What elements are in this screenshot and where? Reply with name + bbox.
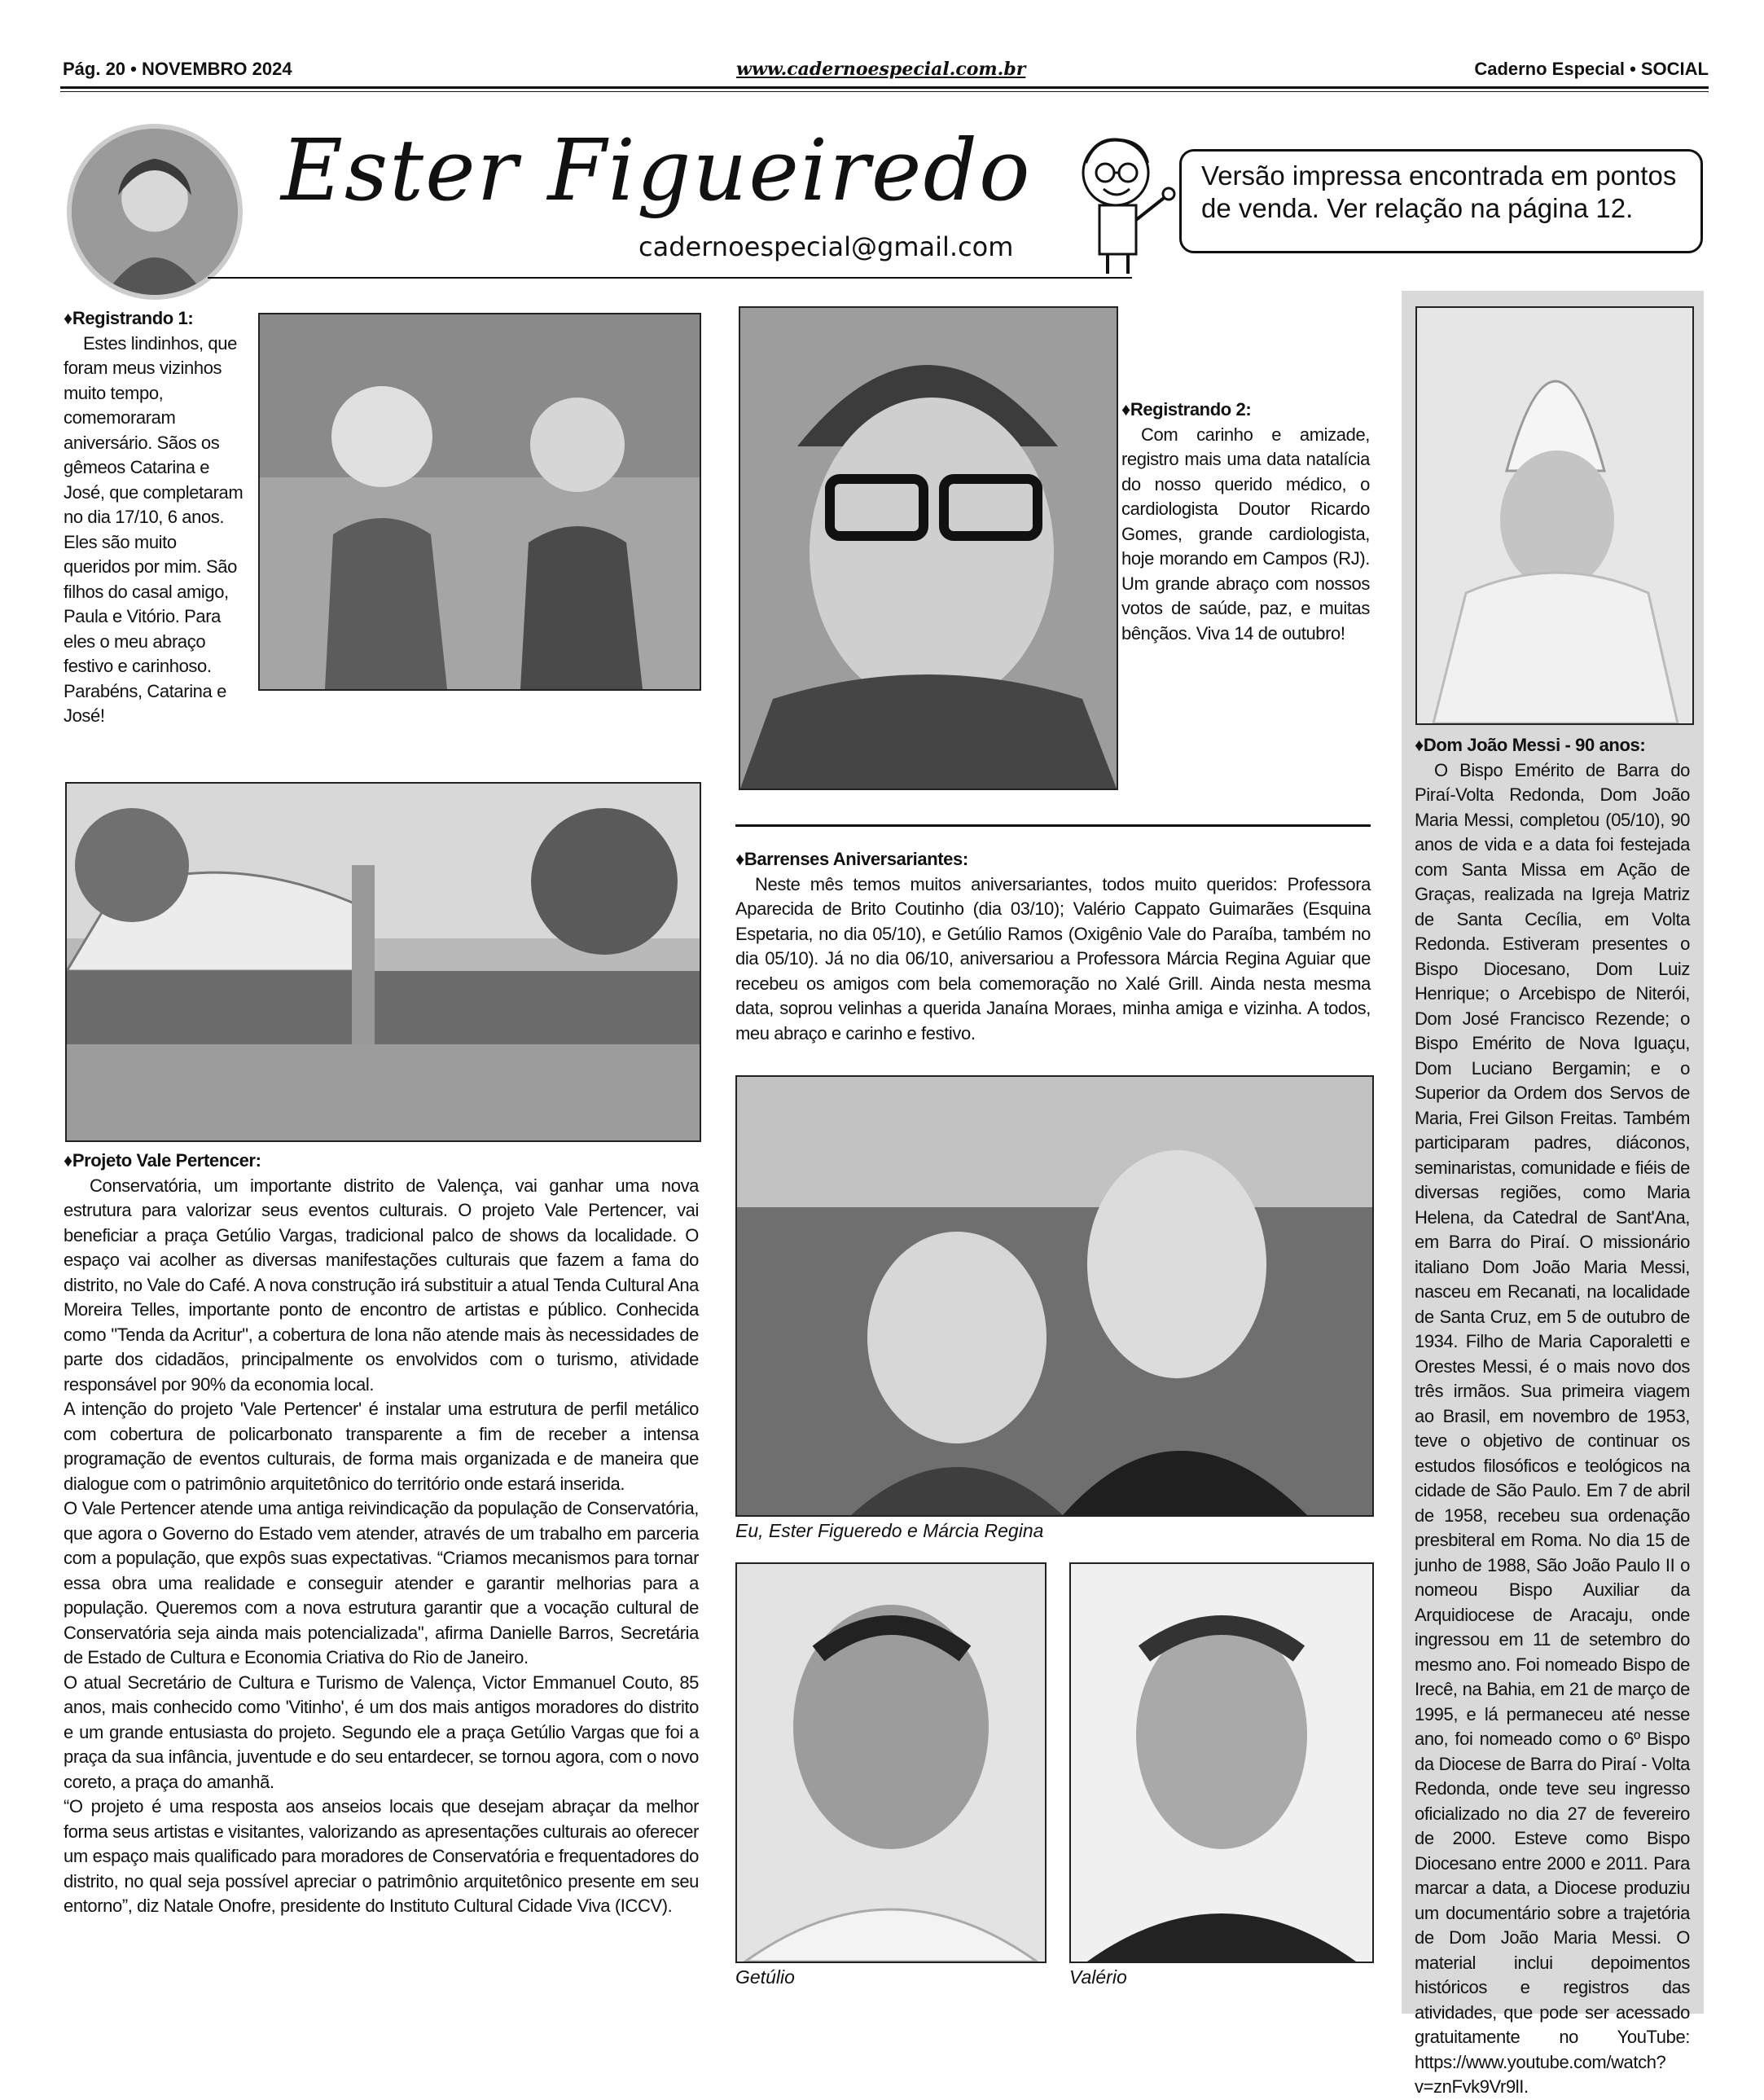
twins-photo-image bbox=[260, 314, 700, 689]
callout-text: Versão impressa encontrada em pontos de venda. Ver relação na página 12. bbox=[1201, 160, 1677, 223]
cartoon-mascot-icon bbox=[1071, 130, 1177, 277]
projeto-paragraph-4: O atual Secretário de Cultura e Turismo de Valença, Victor Emmanuel Couto, 85 anos, mais conhecido como 'Vitinho', é um dos mais antigos moradores do distrito e um grande entusiasta do projeto. Segundo ele a praça Getúlio Vargas que foi a praça da sua infância, juventude e do seu entardecer, se tornou agora, com o novo coreto, a praça do amanhã. bbox=[64, 1672, 699, 1792]
barrenses-rule bbox=[735, 824, 1371, 827]
page-info: Pág. 20 • NOVEMBRO 2024 bbox=[63, 59, 292, 79]
getulio-caption: Getúlio bbox=[735, 1966, 795, 1988]
header-rule-thin bbox=[60, 91, 1709, 92]
ricardo-gomes-photo bbox=[739, 306, 1118, 790]
ester-marcia-photo bbox=[735, 1075, 1374, 1517]
registrando2-article bbox=[1121, 398, 1370, 646]
registrando1-heading: ♦ Registrando 1: bbox=[64, 306, 247, 332]
ester-marcia-photo-image bbox=[737, 1077, 1372, 1515]
registrando2-body: Com carinho e amizade, registro mais uma data natalícia do nosso querido médico, o cardiologista Doutor Ricardo Gomes, grande cardiologista, hoje morando em Campos (RJ). Um grande abraço com nossos votos de saúde, paz, e muitas bênçãos. Viva 14 de outubro! bbox=[1121, 424, 1370, 644]
columnist-name: Ester Figueiredo bbox=[281, 121, 1032, 220]
projeto-paragraph-5: “O projeto é uma resposta aos anseios locais que desejam abraçar da melhor forma seus artistas e visitantes, valorizando as apresentações culturais ao oferecer um espaço mais qualificado para moradores de Conservatória e frequentadores do distrito, no qual seja possível apreciar o patrimônio arquitetônico presente em seu entorno”, diz Natale Onofre, presidente do Instituto Cultural Cidade Viva (ICCV). bbox=[64, 1796, 699, 1916]
ricardo-photo-image bbox=[740, 308, 1117, 789]
print-edition-callout bbox=[1179, 149, 1703, 253]
barrenses-body: Neste mês temos muitos aniversariantes, todos muito queridos: Professora Aparecida de Brito Coutinho (dia 03/10); Valério Cappato Guimarães (Esquina Espetaria, no dia 05/10), e Getúlio Ramos (Oxigênio Vale do Paraíba, também no dia 05/10). Já no dia 06/10, aniversariou a Professora Márcia Regina Aguiar que recebeu os amigos com bela comemoração no Xalé Grill. Ainda nesta mesma data, soprou velinhas a querida Janaína Moraes, minha amiga e vizinha. A todos, meu abraço e carinho e festivo. bbox=[735, 873, 1371, 1043]
registrando2-heading: ♦ Registrando 2: bbox=[1121, 398, 1370, 423]
columnist-portrait bbox=[67, 124, 243, 300]
masthead-rule bbox=[208, 277, 1132, 279]
twins-photo bbox=[258, 313, 701, 691]
dom-joao-photo bbox=[1415, 306, 1694, 725]
projeto-paragraph-1: Conservatória, um importante distrito de Valença, vai ganhar uma nova estrutura para valorizar seus eventos culturais. O projeto Vale Pertencer, vai beneficiar a praça Getúlio Vargas, tradicional palco de shows da localidade. O espaço vai acolher as diversas manifestações culturais que fazem a fama do distrito, no Vale do Café. A nova construção irá substituir a atual Tenda Cultural Ana Moreira Telles, importante ponto de encontro de artistas e público. Conhecida como "Tenda da Acritur", a cobertura de lona não atende mais às necessidades de parte dos cidadãos, principalmente os envolvidos com o turismo, atividade responsável por 90% da economia local. bbox=[64, 1175, 699, 1395]
projeto-heading: ♦ Projeto Vale Pertencer: bbox=[64, 1149, 699, 1174]
getulio-photo-image bbox=[737, 1564, 1045, 1962]
valerio-caption: Valério bbox=[1069, 1966, 1127, 1988]
projeto-article bbox=[64, 1149, 699, 1919]
ester-marcia-caption: Eu, Ester Figueredo e Márcia Regina bbox=[735, 1520, 1044, 1541]
portrait-icon bbox=[72, 129, 238, 295]
projeto-paragraph-3: O Vale Pertencer atende uma antiga reivindicação da população de Conservatória, que agora o Governo do Estado vem atender, através de um trabalho em parceria com a população, que expôs suas expectativas. “Criamos mecanismos para tornar essa obra uma realidade e conseguir atender e garantir melhorias para a população. Queremos com a nova estrutura garantir que a vocação cultural de Conservatória seja ainda mais potencializada", afirma Danielle Barros, Secretária de Estado de Cultura e Economia Criativa do Rio de Janeiro. bbox=[64, 1498, 699, 1667]
registrando1-body: Estes lindinhos, que foram meus vizinhos muito tempo, comemoraram aniversário. Sãos os gêmeos Catarina e José, que completaram no dia 17/10, 6 anos. Eles são muito queridos por mim. São filhos do casal amigo, Paula e Vitório. Para eles o meu abraço festivo e carinhoso. Parabéns, Catarina e José! bbox=[64, 332, 244, 726]
valerio-photo-image bbox=[1071, 1564, 1372, 1962]
section-label: Caderno Especial • SOCIAL bbox=[1474, 59, 1709, 79]
barrenses-heading: ♦ Barrenses Aniversariantes: bbox=[735, 847, 1371, 872]
barrenses-article bbox=[735, 847, 1371, 1046]
columnist-email[interactable]: cadernoespecial@gmail.com bbox=[638, 231, 1014, 262]
registrando1-article bbox=[64, 306, 247, 729]
getulio-photo bbox=[735, 1562, 1047, 1963]
praca-photo bbox=[65, 782, 701, 1142]
dom-joao-article bbox=[1415, 733, 1690, 2100]
dom-joao-heading: ♦ Dom João Messi - 90 anos: bbox=[1415, 733, 1690, 758]
header-rule bbox=[60, 86, 1709, 89]
praca-photo-image bbox=[67, 784, 700, 1140]
dom-joao-photo-image bbox=[1417, 308, 1692, 723]
dom-joao-body: O Bispo Emérito de Barra do Piraí-Volta Redonda, Dom João Maria Messi, completou (05/10), 90 anos de vida e a data foi festejada com Santa Missa em Ação de Graças, realizada na Igreja Matriz de Santa Cecília, em Volta Redonda. Estiveram presentes o Bispo Diocesano, Dom Luiz Henrique; o Arcebispo de Niterói, Dom José Francisco Rezende; o Bispo Emérito de Nova Iguaçu, Dom Luciano Bergamin; e o Superior da Ordem dos Servos de Maria, Frei Gilson Freitas. Também participaram padres, diáconos, seminaristas, comunidade e fiéis de diversas regiões, como Maria Helena, da Catedral de Sant'Ana, em Barra do Piraí. O missionário italiano Dom João Maria Messi, nasceu em Recanati, na localidade de Santa Cruz, em 5 de outubro de 1934. Filho de Maria Caporaletti e Orestes Messi, é o mais novo dos três irmãos. Sua primeira viagem ao Brasil, em novembro de 1953, teve o objetivo de continuar os estudos filosóficos e teológicos na cidade de São Paulo. Em 7 de abril de 1958, recebeu sua ordenação presbiteral em Roma. No dia 15 de junho de 1988, São João Paulo II o nomeou Bispo Auxiliar da Arquidiocese de Aracaju, onde ingressou em 11 de setembro do mesmo ano. Foi nomeado Bispo de Irecê, na Bahia, em 21 de março de 1995, e lá permaneceu até nesse ano, foi nomeado como o 6º Bispo da Diocese de Barra do Piraí - Volta Redonda, onde teve seu ingresso oficializado no dia 27 de fevereiro de 2000. Esteve como Bispo Diocesano entre 2000 e 2011. Para marcar a data, a Diocese produziu um documentário sobre a trajetória de Dom João Maria Messi. O material inclui depoimentos históricos e registros das atividades, que pode ser acessado gratuitamente no YouTube: https://www.youtube.com/watch?v=znFvk9Vr9lI. bbox=[1415, 759, 1690, 2097]
valerio-photo bbox=[1069, 1562, 1374, 1963]
website-link[interactable]: www.cadernoespecial.com.br bbox=[736, 59, 1026, 80]
projeto-paragraph-2: A intenção do projeto 'Vale Pertencer' é instalar uma estrutura de perfil metálico com cobertura de policarbonato transparente a fim de receber a intensa programação de eventos culturais, de forma mais organizada e de maneira que dialogue com o patrimônio arquitetônico do território onde estará inserida. bbox=[64, 1399, 699, 1494]
